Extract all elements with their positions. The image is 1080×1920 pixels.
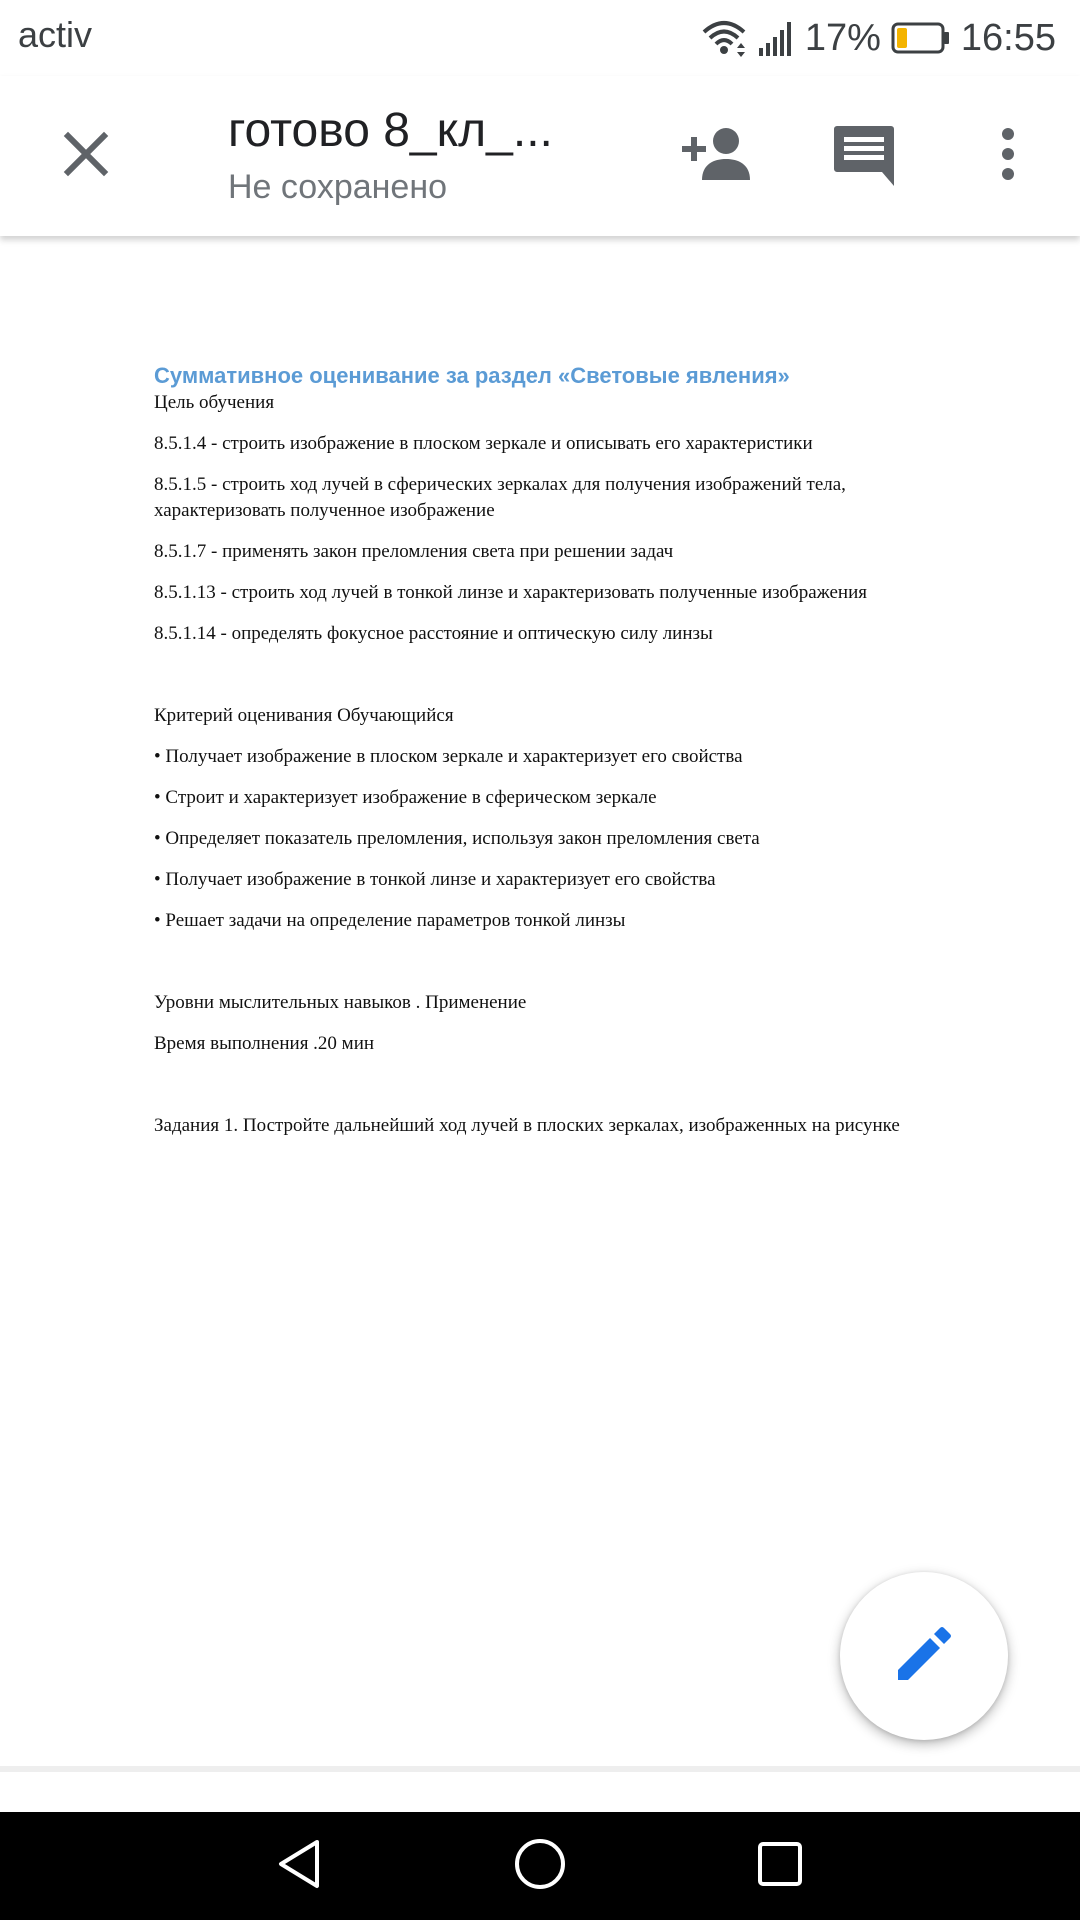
save-status: Не сохранено [228,168,448,206]
share-button[interactable] [676,118,760,194]
document-title: готово 8_кл_... [228,104,553,157]
battery-percent: 17% [804,16,881,59]
document-heading: Суммативное оценивание за раздел «Световые явления» [154,363,790,388]
wifi-icon [701,18,747,58]
goal-item: 8.5.1.5 - строить ход лучей в сферических зеркалах для получения изображений тела, характеризовать полученное изображение [154,474,846,521]
criteria-item: • Решает задачи на определение параметров тонкой линзы [154,910,626,931]
criteria-item: • Получает изображение в плоском зеркале и характеризует его свойства [154,746,743,767]
criteria-item: • Получает изображение в тонкой линзе и характеризует его свойства [154,869,716,890]
more-vert-icon [1001,128,1015,185]
more-options-button[interactable] [978,116,1038,196]
goal-item: 8.5.1.4 - строить изображение в плоском зеркале и описывать его характеристики [154,433,813,454]
signal-icon [757,18,795,58]
home-circle-icon [513,1837,567,1896]
time-limit: Время выполнения .20 мин [154,1033,375,1054]
add-person-icon [682,126,754,187]
close-button[interactable] [44,114,128,198]
criteria-label: Критерий оценивания Обучающийся [154,705,454,726]
clock: 16:55 [960,16,1056,59]
comment-icon [833,124,895,193]
page-divider [0,1766,1080,1772]
comments-button[interactable] [824,118,904,198]
nav-recents-button[interactable] [744,1830,816,1902]
status-bar [0,0,1080,76]
document-canvas[interactable] [0,236,1080,1766]
battery-icon [891,21,951,55]
nav-back-button[interactable] [263,1830,335,1902]
criteria-item: • Строит и характеризует изображение в сферическом зеркале [154,787,657,808]
app-bar [0,76,1080,236]
back-triangle-icon [275,1838,323,1895]
goal-item: 8.5.1.13 - строить ход лучей в тонкой линзе и характеризовать полученные изображения [154,582,868,603]
carrier-name: activ [18,14,93,55]
goal-label: Цель обучения [154,392,275,413]
task-1: Задания 1. Постройте дальнейший ход лучей в плоских зеркалах, изображенных на рисунке [154,1115,900,1136]
title-block [228,102,628,210]
goal-item: 8.5.1.14 - определять фокусное расстояние и оптическую силу линзы [154,623,713,644]
close-icon [62,130,110,183]
skills-level: Уровни мыслительных навыков . Применение [154,992,527,1013]
criteria-item: • Определяет показатель преломления, используя закон преломления света [154,828,760,849]
system-nav-bar [0,1812,1080,1920]
nav-home-button[interactable] [504,1830,576,1902]
edit-fab-button[interactable] [840,1572,1008,1740]
status-icons [701,10,1056,66]
recents-square-icon [756,1840,804,1893]
document-body [154,362,954,1139]
goal-item: 8.5.1.7 - применять закон преломления света при решении задач [154,541,674,562]
edit-pencil-icon [894,1624,954,1689]
